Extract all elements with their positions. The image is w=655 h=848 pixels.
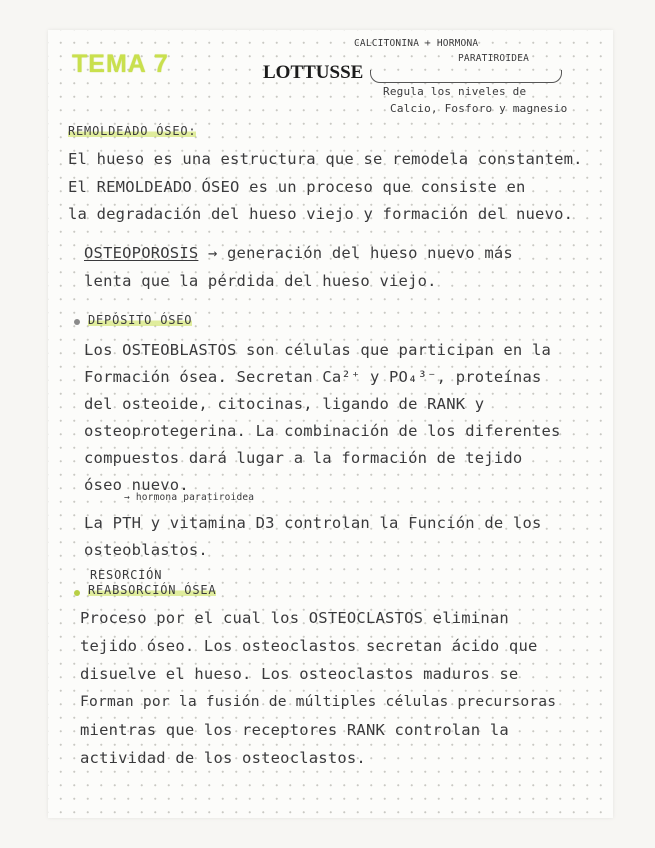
resorcion-line: disuelve el hueso. Los osteoclastos maduros se — [80, 665, 519, 683]
deposito-line: óseo nuevo. — [84, 476, 189, 494]
note-brace — [370, 70, 562, 83]
side-note-line3: Regula los niveles de — [383, 85, 527, 98]
deposito-line: del osteoide, citocinas, ligando de RANK y — [84, 395, 485, 413]
osteoporosis-line1 — [84, 244, 513, 262]
deposito-line: Los OSTEOBLASTOS son células que participan en la — [84, 341, 552, 359]
deposito-line: Formación ósea. Secretan Ca²⁺ y PO₄³⁻, proteínas — [84, 368, 542, 386]
brand-header: LOTTUSSE — [263, 62, 364, 83]
osteoporosis-term: OSTEOPOROSIS — [84, 244, 199, 262]
side-note-line2: PARATIROIDEA — [458, 53, 530, 64]
bullet-icon — [74, 319, 80, 325]
deposito-heading: DEPÓSITO ÓSEO — [88, 313, 193, 327]
resorcion-line: actividad de los osteoclastos. — [80, 749, 366, 767]
resorcion-line: mientras que los receptores RANK controlan la — [80, 721, 509, 739]
resorcion-line: Forman por la fusión de múltiples células precursoras — [80, 693, 557, 710]
resorcion-heading: REABSORCIÓN ÓSEA — [88, 583, 217, 597]
bullet-icon — [74, 590, 80, 596]
remodelado-heading: REMOLDEADO ÓSEO: — [68, 124, 197, 138]
remodelado-line: El hueso es una estructura que se remodela constantem. — [68, 150, 583, 168]
tema-title: TEMA 7 — [72, 50, 169, 78]
remodelado-line: la degradación del hueso viejo y formación del nuevo. — [68, 205, 574, 223]
resorcion-line: tejido óseo. Los osteoclastos secretan ácido que — [80, 637, 538, 655]
pth-line: La PTH y vitamina D3 controlan la Función de los — [84, 514, 542, 532]
osteoporosis-definition: → generación del hueso nuevo más — [207, 244, 513, 262]
side-note-line4: Calcio, Fosforo y magnesio — [390, 102, 568, 115]
side-note-line1: CALCITONINA + HORMONA — [354, 38, 479, 49]
deposito-line: compuestos dará lugar a la formación de tejido — [84, 449, 523, 467]
resorcion-line: Proceso por el cual los OSTEOCLASTOS eliminan — [80, 609, 509, 627]
deposito-line: osteoprotegerina. La combinación de los diferentes — [84, 422, 561, 440]
pth-line: osteoblastos. — [84, 541, 208, 559]
osteoporosis-line2: lenta que la pérdida del hueso viejo. — [84, 272, 437, 290]
remodelado-line: El REMOLDEADO ÓSEO es un proceso que consiste en — [68, 178, 526, 196]
resorcion-overwrite: RESORCIÓN — [90, 568, 163, 582]
pth-annotation: → hormona paratiroidea — [124, 492, 255, 503]
